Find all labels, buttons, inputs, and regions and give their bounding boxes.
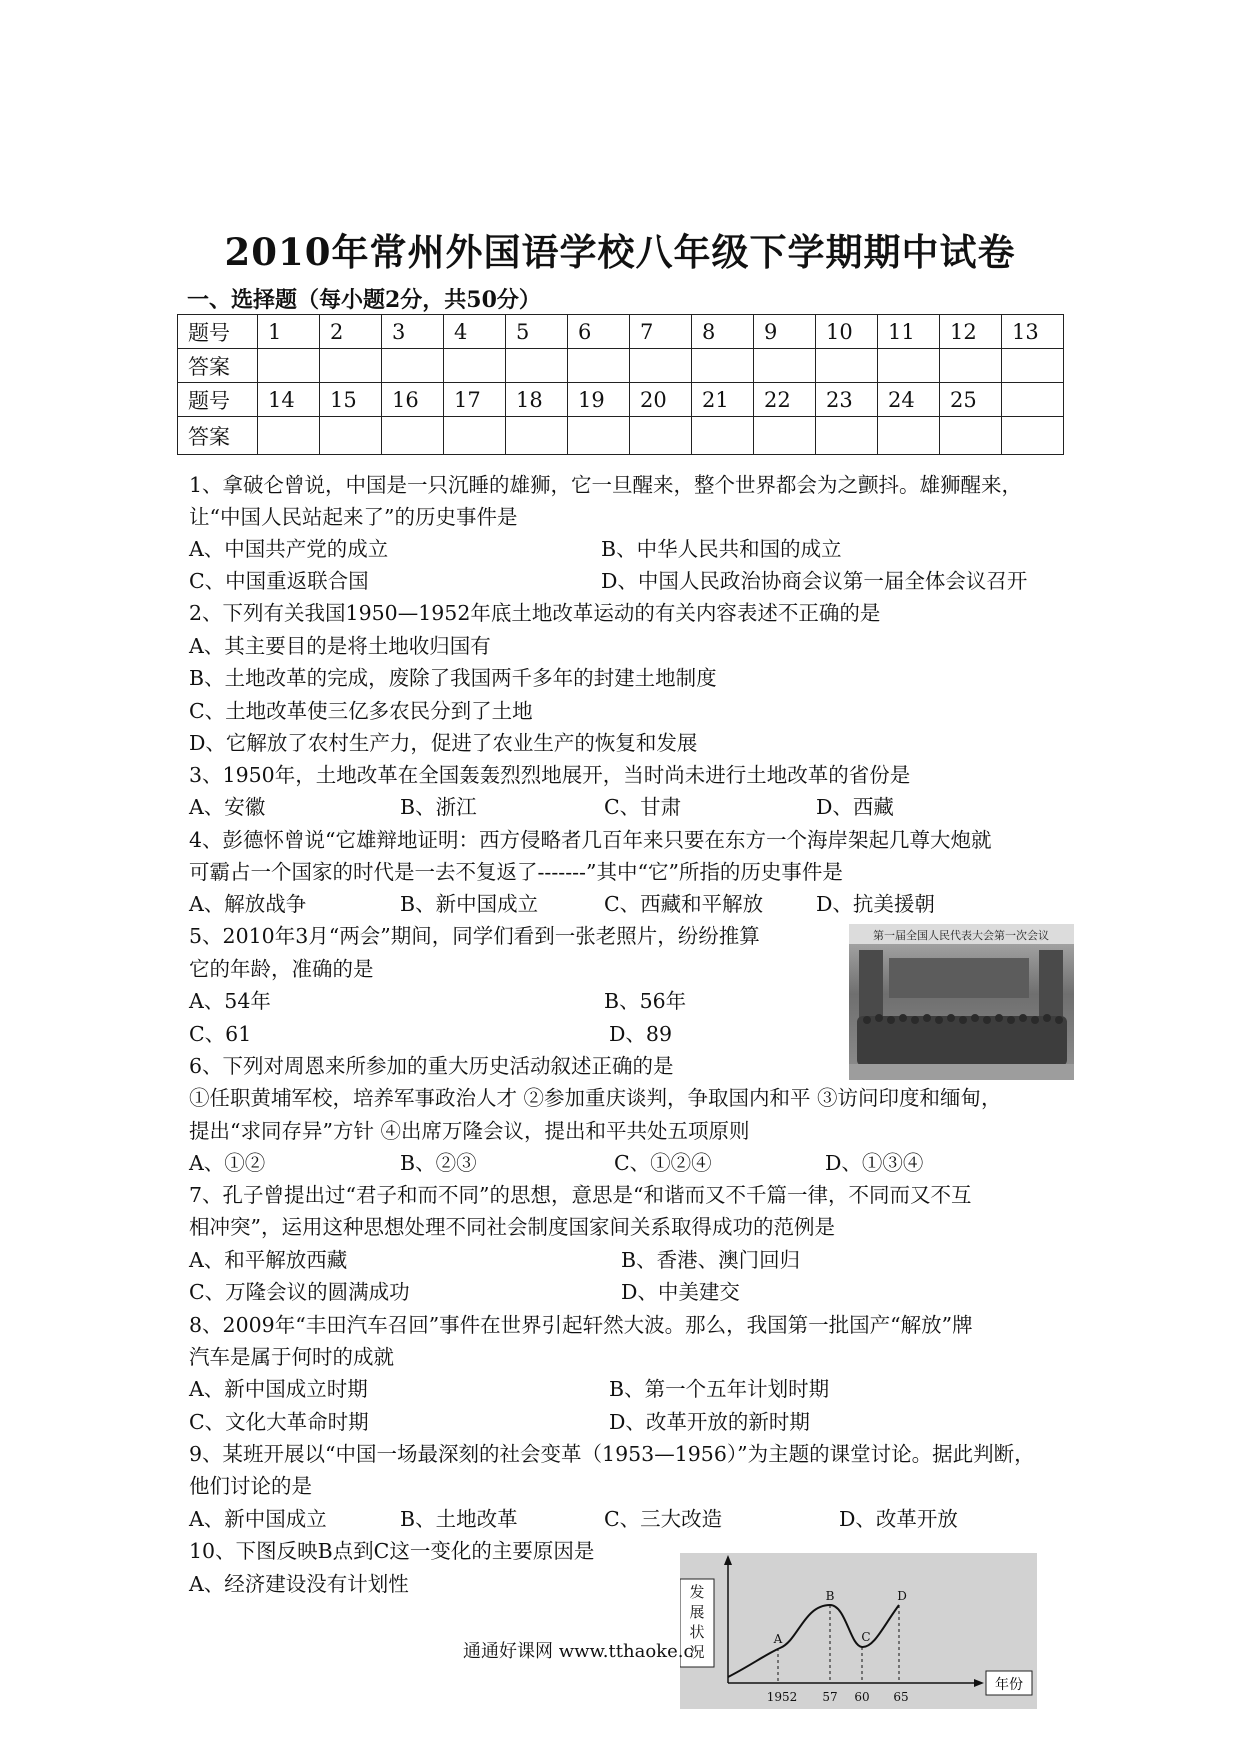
answer-cell[interactable] xyxy=(630,417,692,455)
question-number xyxy=(1002,383,1064,417)
question-number: 14 xyxy=(258,383,320,417)
table-label: 题号 xyxy=(178,315,258,349)
question-number: 19 xyxy=(568,383,630,417)
option-text: D、改革开放的新时期 xyxy=(609,1410,810,1434)
question-number: 11 xyxy=(878,315,940,349)
option-text: A、其主要目的是将土地收归国有 xyxy=(189,634,491,658)
option-text: D、89 xyxy=(609,1022,673,1046)
question-number: 17 xyxy=(444,383,506,417)
answer-cell[interactable] xyxy=(258,417,320,455)
question-text: 可霸占一个国家的时代是一去不复返了-------”其中“它”所指的历史事件是 xyxy=(189,860,843,884)
option-text: D、改革开放 xyxy=(839,1507,958,1531)
option-text: B、浙江 xyxy=(400,795,477,819)
question-text: 相冲突”，运用这种思想处理不同社会制度国家间关系取得成功的范例是 xyxy=(189,1215,835,1239)
option-text: A、和平解放西藏 xyxy=(189,1248,348,1272)
option-text: D、它解放了农村生产力，促进了农业生产的恢复和发展 xyxy=(189,731,698,755)
answer-cell[interactable] xyxy=(816,349,878,383)
answer-cell[interactable] xyxy=(878,417,940,455)
question-number: 24 xyxy=(878,383,940,417)
photo-banner-text: 第一届全国人民代表大会第一次会议 xyxy=(873,929,1049,942)
answer-cell[interactable] xyxy=(816,417,878,455)
answer-cell[interactable] xyxy=(320,349,382,383)
option-text: B、土地改革 xyxy=(400,1507,518,1531)
question-text: 4、彭德怀曾说“它雄辩地证明：西方侵略者几百年来只要在东方一个海岸架起几尊大炮就 xyxy=(189,828,992,852)
answer-cell[interactable] xyxy=(568,349,630,383)
answer-cell[interactable] xyxy=(630,349,692,383)
table-label: 答案 xyxy=(178,417,258,455)
answer-cell[interactable] xyxy=(1002,349,1064,383)
historical-photo xyxy=(849,924,1074,1080)
exam-title: 2010年常州外国语学校八年级下学期期中试卷 xyxy=(224,230,1016,274)
question-text: 10、下图反映B点到C这一变化的主要原因是 xyxy=(189,1539,595,1563)
question-text: 他们讨论的是 xyxy=(189,1474,312,1498)
question-number: 16 xyxy=(382,383,444,417)
option-text: C、三大改造 xyxy=(604,1507,723,1531)
question-number: 23 xyxy=(816,383,878,417)
answer-cell[interactable] xyxy=(444,349,506,383)
y-label-char: 状 xyxy=(689,1623,705,1641)
question-number: 15 xyxy=(320,383,382,417)
option-text: A、新中国成立时期 xyxy=(189,1377,368,1401)
table-row xyxy=(178,417,1064,455)
y-label-char: 况 xyxy=(689,1643,705,1661)
question-number: 13 xyxy=(1002,315,1064,349)
answer-cell[interactable] xyxy=(1002,417,1064,455)
question-text: 让“中国人民站起来了”的历史事件是 xyxy=(189,505,518,529)
answer-cell[interactable] xyxy=(940,349,1002,383)
answer-table xyxy=(177,314,1064,455)
question-text: 7、孔子曾提出过“君子和而不同”的思想，意思是“和谐而又不千篇一律，不同而又不互 xyxy=(189,1183,972,1207)
option-text: C、61 xyxy=(189,1022,252,1046)
y-label-char: 展 xyxy=(689,1603,705,1621)
question-number: 7 xyxy=(630,315,692,349)
option-text: B、新中国成立 xyxy=(400,892,539,916)
point-label: A xyxy=(773,1632,783,1646)
table-row xyxy=(178,383,1064,417)
option-text: B、56年 xyxy=(604,989,687,1013)
option-text: B、土地改革的完成，废除了我国两千多年的封建土地制度 xyxy=(189,666,717,690)
option-text: C、西藏和平解放 xyxy=(604,892,764,916)
table-row xyxy=(178,315,1064,349)
answer-cell[interactable] xyxy=(878,349,940,383)
question-text: 6、下列对周恩来所参加的重大历史活动叙述正确的是 xyxy=(189,1054,674,1078)
answer-cell[interactable] xyxy=(754,349,816,383)
question-number: 22 xyxy=(754,383,816,417)
option-text: D、①③④ xyxy=(825,1151,924,1175)
development-graph xyxy=(680,1553,1037,1709)
question-text: 它的年龄，准确的是 xyxy=(189,957,374,981)
question-number: 3 xyxy=(382,315,444,349)
option-text: C、土地改革使三亿多农民分到了土地 xyxy=(189,699,533,723)
question-text: 9、某班开展以“中国一场最深刻的社会变革（1953—1956）”为主题的课堂讨论。据此判断， xyxy=(189,1442,1035,1466)
option-text: B、②③ xyxy=(400,1151,477,1175)
answer-cell[interactable] xyxy=(692,417,754,455)
question-text: 2、下列有关我国1950—1952年底土地改革运动的有关内容表述不正确的是 xyxy=(189,601,881,625)
answer-cell[interactable] xyxy=(444,417,506,455)
option-text: B、中华人民共和国的成立 xyxy=(601,537,842,561)
photo-image xyxy=(849,924,1074,1080)
question-number: 6 xyxy=(568,315,630,349)
question-number: 18 xyxy=(506,383,568,417)
question-number: 21 xyxy=(692,383,754,417)
option-text: C、中国重返联合国 xyxy=(189,569,369,593)
option-text: C、万隆会议的圆满成功 xyxy=(189,1280,410,1304)
question-number: 5 xyxy=(506,315,568,349)
answer-cell[interactable] xyxy=(568,417,630,455)
option-text: A、经济建设没有计划性 xyxy=(189,1572,409,1596)
section-heading: 一、选择题（每小题2分，共50分） xyxy=(187,287,541,313)
question-number: 8 xyxy=(692,315,754,349)
answer-cell[interactable] xyxy=(506,417,568,455)
answer-cell[interactable] xyxy=(258,349,320,383)
option-text: A、54年 xyxy=(189,989,271,1013)
tick-label: 65 xyxy=(893,1690,909,1704)
answer-cell[interactable] xyxy=(506,349,568,383)
option-text: A、中国共产党的成立 xyxy=(189,537,389,561)
table-label: 答案 xyxy=(178,349,258,383)
answer-cell[interactable] xyxy=(382,349,444,383)
question-text: ①任职黄埔军校，培养军事政治人才 ②参加重庆谈判，争取国内和平 ③访问印度和缅甸， xyxy=(189,1086,1002,1110)
tick-label: 60 xyxy=(854,1690,870,1704)
question-number: 10 xyxy=(816,315,878,349)
option-text: D、抗美援朝 xyxy=(816,892,935,916)
point-label: B xyxy=(825,1589,835,1603)
point-label: D xyxy=(897,1589,907,1603)
footer-watermark: 通通好课网 www.tthaoke.c xyxy=(463,1641,694,1662)
question-number: 20 xyxy=(630,383,692,417)
answer-cell[interactable] xyxy=(940,417,1002,455)
option-text: D、中美建交 xyxy=(621,1280,740,1304)
question-number: 2 xyxy=(320,315,382,349)
y-label-char: 发 xyxy=(689,1583,705,1601)
option-text: D、西藏 xyxy=(816,795,894,819)
question-text: 5、2010年3月“两会”期间，同学们看到一张老照片，纷纷推算 xyxy=(189,924,760,948)
question-number: 9 xyxy=(754,315,816,349)
option-text: C、①②④ xyxy=(614,1151,712,1175)
option-text: B、第一个五年计划时期 xyxy=(609,1377,830,1401)
tick-label: 57 xyxy=(822,1690,838,1704)
table-label: 题号 xyxy=(178,383,258,417)
question-number: 25 xyxy=(940,383,1002,417)
point-label: C xyxy=(861,1630,871,1644)
option-text: A、新中国成立 xyxy=(189,1507,327,1531)
question-number: 4 xyxy=(444,315,506,349)
question-text: 汽车是属于何时的成就 xyxy=(189,1345,394,1369)
question-text: 1、拿破仑曾说，中国是一只沉睡的雄狮，它一旦醒来，整个世界都会为之颤抖。雄狮醒来， xyxy=(189,473,1023,497)
answer-cell[interactable] xyxy=(320,417,382,455)
question-number: 12 xyxy=(940,315,1002,349)
tick-label: 1952 xyxy=(766,1690,798,1704)
option-text: A、解放战争 xyxy=(189,892,307,916)
table-row xyxy=(178,349,1064,383)
option-text: A、①② xyxy=(189,1151,266,1175)
question-text: 提出“求同存异”方针 ④出席万隆会议，提出和平共处五项原则 xyxy=(189,1119,750,1143)
option-text: B、香港、澳门回归 xyxy=(621,1248,801,1272)
question-text: 8、2009年“丰田汽车召回”事件在世界引起轩然大波。那么，我国第一批国产“解放”牌 xyxy=(189,1313,973,1337)
x-axis-label: 年份 xyxy=(995,1677,1023,1693)
answer-cell[interactable] xyxy=(382,417,444,455)
option-text: D、中国人民政治协商会议第一届全体会议召开 xyxy=(601,569,1028,593)
option-text: A、安徽 xyxy=(189,795,266,819)
answer-cell[interactable] xyxy=(692,349,754,383)
answer-cell[interactable] xyxy=(754,417,816,455)
option-text: C、甘肃 xyxy=(604,795,682,819)
question-text: 3、1950年，土地改革在全国轰轰烈烈地展开，当时尚未进行土地改革的省份是 xyxy=(189,763,911,787)
question-number: 1 xyxy=(258,315,320,349)
option-text: C、文化大革命时期 xyxy=(189,1410,369,1434)
